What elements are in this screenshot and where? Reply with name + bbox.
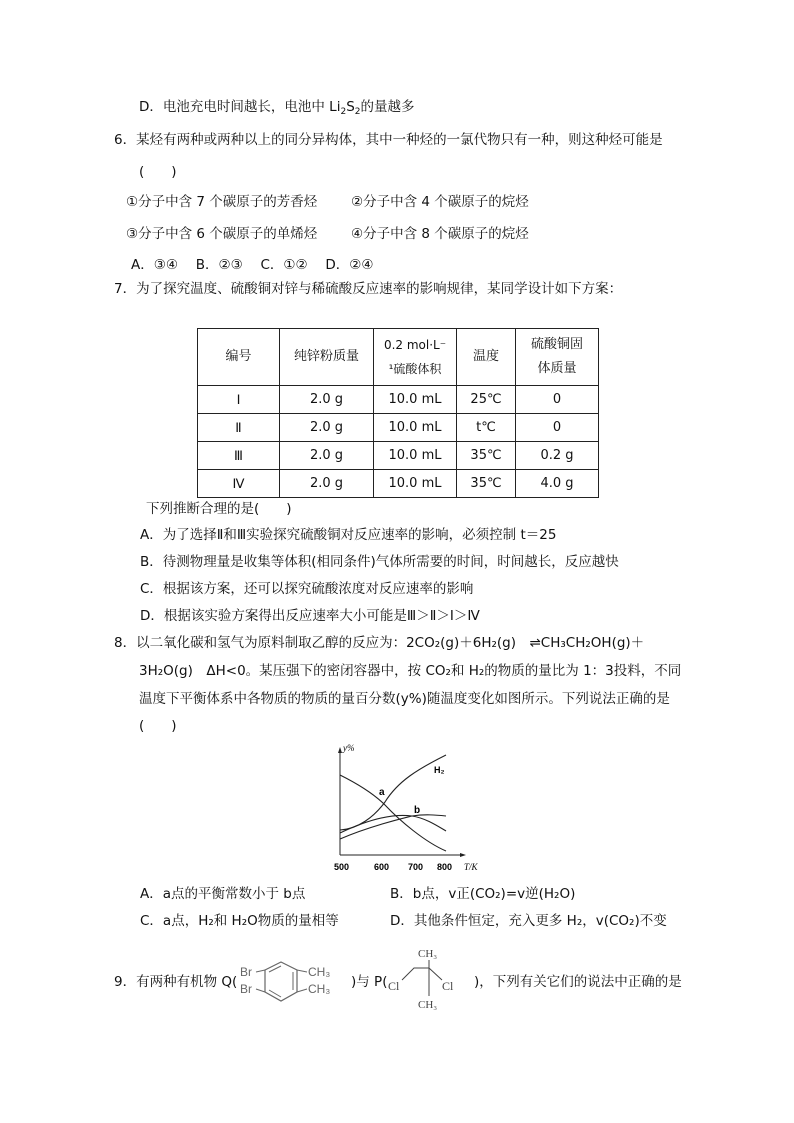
equilibrium-chart	[330, 737, 520, 877]
q6-choices: A．③④ B．②③ C．①② D．②④	[131, 257, 374, 273]
benzene-ring	[265, 962, 297, 1001]
svg-text:CH₃: CH₃	[418, 948, 438, 960]
header-temperature: 温度	[457, 329, 516, 386]
x-tick-700: 700	[408, 862, 424, 872]
point-a-label: a	[379, 787, 385, 798]
q6-item-3: ③分子中含 6 个碳原子的单烯烃	[126, 226, 318, 242]
svg-text:Br: Br	[240, 982, 252, 996]
q7-prompt: 下列推断合理的是( )	[146, 501, 292, 517]
point-b-label: b	[414, 805, 421, 816]
y-axis-arrow	[338, 747, 342, 753]
series-line	[340, 815, 446, 839]
header-zinc-mass: 纯锌粉质量	[280, 329, 374, 386]
q8-option-b: B．b点，v正(CO₂)=v逆(H₂O)	[390, 886, 576, 902]
q6-item-1: ①分子中含 7 个碳原子的芳香烃	[126, 194, 318, 210]
molecule-p-structure	[384, 946, 474, 1012]
q8-option-d: D．其他条件恒定，充入更多 H₂，v(CO₂)不变	[390, 913, 667, 929]
table-header-row	[198, 329, 599, 386]
q6-item-4: ④分子中含 8 个碳原子的烷烃	[351, 226, 529, 242]
series-line	[340, 775, 446, 851]
x-axis-arrow	[460, 853, 466, 857]
q9-text-post: )，下列有关它们的说法中正确的是	[474, 974, 682, 990]
q6-stem: 6．某烃有两种或两种以上的同分异构体，其中一种烃的一氯代物只有一种，则这种烃可能是	[114, 132, 663, 148]
q8-option-c: C．a点，H₂和 H₂O物质的量相等	[140, 913, 339, 929]
x-tick-800: 800	[437, 862, 453, 872]
experiment-table	[197, 328, 599, 498]
table-row: Ⅰ 2.0 g 10.0 mL 25℃ 0	[198, 386, 599, 414]
x-tick-500: 500	[334, 862, 350, 872]
q6-item-2: ②分子中含 4 个碳原子的烷烃	[351, 194, 529, 210]
header-acid-volume: 0.2 mol·L⁻ ¹硫酸体积	[374, 329, 457, 386]
table-row: Ⅲ 2.0 g 10.0 mL 35℃ 0.2 g	[198, 442, 599, 470]
header-id: 编号	[198, 329, 280, 386]
q9-text-pre: 9．有两种有机物 Q(	[114, 974, 238, 990]
svg-text:CH₃: CH₃	[308, 982, 331, 996]
q7-option-d: D．根据该实验方案得出反应速率大小可能是Ⅲ＞Ⅱ＞Ⅰ＞Ⅳ	[140, 608, 480, 624]
carbon-chain	[402, 968, 442, 980]
q7-option-c: C．根据该方案，还可以探究硫酸浓度对反应速率的影响	[140, 581, 474, 597]
svg-text:Cl: Cl	[442, 979, 454, 993]
table-row: Ⅳ 2.0 g 10.0 mL 35℃ 4.0 g	[198, 470, 599, 498]
q8-line-2: 3H₂O(g) ΔH<0。某压强下的密闭容器中，按 CO₂和 H₂的物质的量比为 1：3投料，不同	[139, 663, 682, 679]
q5-option-d: D．电池充电时间越长，电池中 $Li_2S_2$的量越多	[139, 99, 415, 117]
table-row: Ⅱ 2.0 g 10.0 mL t℃ 0	[198, 414, 599, 442]
series-line	[340, 755, 446, 830]
q8-line-3: 温度下平衡体系中各物质的物质的量百分数(y%)随温度变化如图所示。下列说法正确的是	[139, 691, 670, 707]
svg-text:CH₃: CH₃	[308, 965, 331, 979]
x-tick-600: 600	[374, 862, 390, 872]
h2-series-label: H₂	[434, 765, 445, 775]
q8-answer-paren: ( )	[139, 718, 177, 734]
svg-text:Br: Br	[240, 965, 252, 979]
header-cuso4-mass: 硫酸铜固 体质量	[516, 329, 599, 386]
q7-option-b: B．待测物理量是收集等体积(相同条件)气体所需要的时间，时间越长，反应越快	[140, 554, 619, 570]
molecule-q-structure	[237, 959, 349, 1005]
q6-answer-paren: ( )	[139, 164, 177, 180]
x-axis-label: T/K	[464, 862, 478, 872]
svg-text:Cl: Cl	[388, 979, 400, 993]
svg-text:CH₃: CH₃	[418, 999, 438, 1011]
q8-line-1: 8．以二氧化碳和氢气为原料制取乙醇的反应为：2CO₂(g)＋6H₂(g) ⇌CH₃CH₂OH(g)＋	[114, 635, 645, 651]
q7-stem: 7．为了探究温度、硫酸铜对锌与稀硫酸反应速率的影响规律，某同学设计如下方案：	[114, 281, 623, 297]
q8-option-a: A．a点的平衡常数小于 b点	[140, 886, 306, 902]
q7-option-a: A．为了选择Ⅱ和Ⅲ实验探究硫酸铜对反应速率的影响，必须控制 t＝25	[140, 527, 557, 543]
y-axis-label: y%	[343, 743, 355, 753]
series-line	[340, 815, 446, 833]
q9-text-mid: )与 P(	[351, 974, 388, 990]
